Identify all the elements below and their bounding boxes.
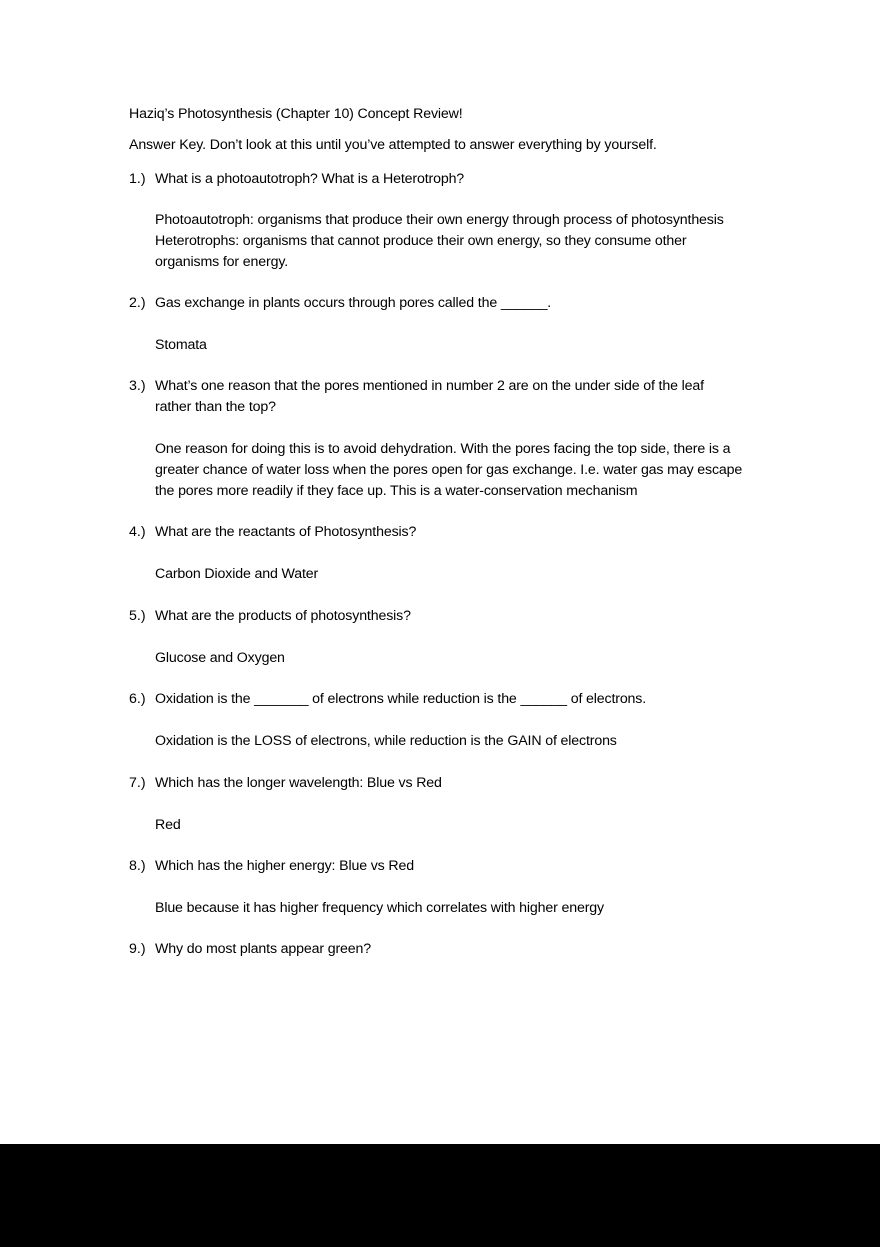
document-subtitle: Answer Key. Don’t look at this until you’ve attempted to answer everything by yourself. xyxy=(129,137,657,153)
answer-line: Oxidation is the LOSS of electrons, while reduction is the GAIN of electrons xyxy=(155,733,617,749)
question-number: 6.) xyxy=(129,691,146,707)
question-text: What’s one reason that the pores mentioned in number 2 are on the under side of the leaf xyxy=(155,378,704,394)
question-number: 3.) xyxy=(129,378,146,394)
question-text: What are the reactants of Photosynthesis? xyxy=(155,524,417,540)
question-text: Why do most plants appear green? xyxy=(155,941,372,957)
answer-line: Stomata xyxy=(155,337,207,353)
question-text: Which has the longer wavelength: Blue vs Red xyxy=(155,775,442,791)
question-number: 2.) xyxy=(129,295,146,311)
answer-line: One reason for doing this is to avoid dehydration. With the pores facing the top side, there is a xyxy=(155,441,731,457)
answer-line: the pores more readily if they face up. This is a water-conservation mechanism xyxy=(155,483,638,499)
question-text: What is a photoautotroph? What is a Heterotroph? xyxy=(155,171,465,187)
question-text: Gas exchange in plants occurs through pores called the ______. xyxy=(155,295,552,311)
question-number: 9.) xyxy=(129,941,146,957)
document-title: Haziq’s Photosynthesis (Chapter 10) Concept Review! xyxy=(129,106,463,122)
answer-line: Photoautotroph: organisms that produce their own energy through process of photosynthesis xyxy=(155,212,724,228)
question-text: rather than the top? xyxy=(155,399,276,415)
bottom-black-bar xyxy=(0,1144,880,1247)
question-text: Oxidation is the _______ of electrons while reduction is the ______ of electrons. xyxy=(155,691,647,707)
answer-line: Glucose and Oxygen xyxy=(155,650,285,666)
answer-line: Carbon Dioxide and Water xyxy=(155,566,319,582)
question-number: 5.) xyxy=(129,608,146,624)
question-number: 4.) xyxy=(129,524,146,540)
answer-line: Red xyxy=(155,817,181,833)
question-text: Which has the higher energy: Blue vs Red xyxy=(155,858,414,874)
answer-line: Heterotrophs: organisms that cannot produce their own energy, so they consume other xyxy=(155,233,687,249)
answer-line: organisms for energy. xyxy=(155,254,289,270)
question-number: 8.) xyxy=(129,858,146,874)
question-number: 7.) xyxy=(129,775,146,791)
answer-line: Blue because it has higher frequency which correlates with higher energy xyxy=(155,900,604,916)
question-text: What are the products of photosynthesis? xyxy=(155,608,411,624)
question-number: 1.) xyxy=(129,171,146,187)
answer-line: greater chance of water loss when the pores open for gas exchange. I.e. water gas may escape xyxy=(155,462,743,478)
